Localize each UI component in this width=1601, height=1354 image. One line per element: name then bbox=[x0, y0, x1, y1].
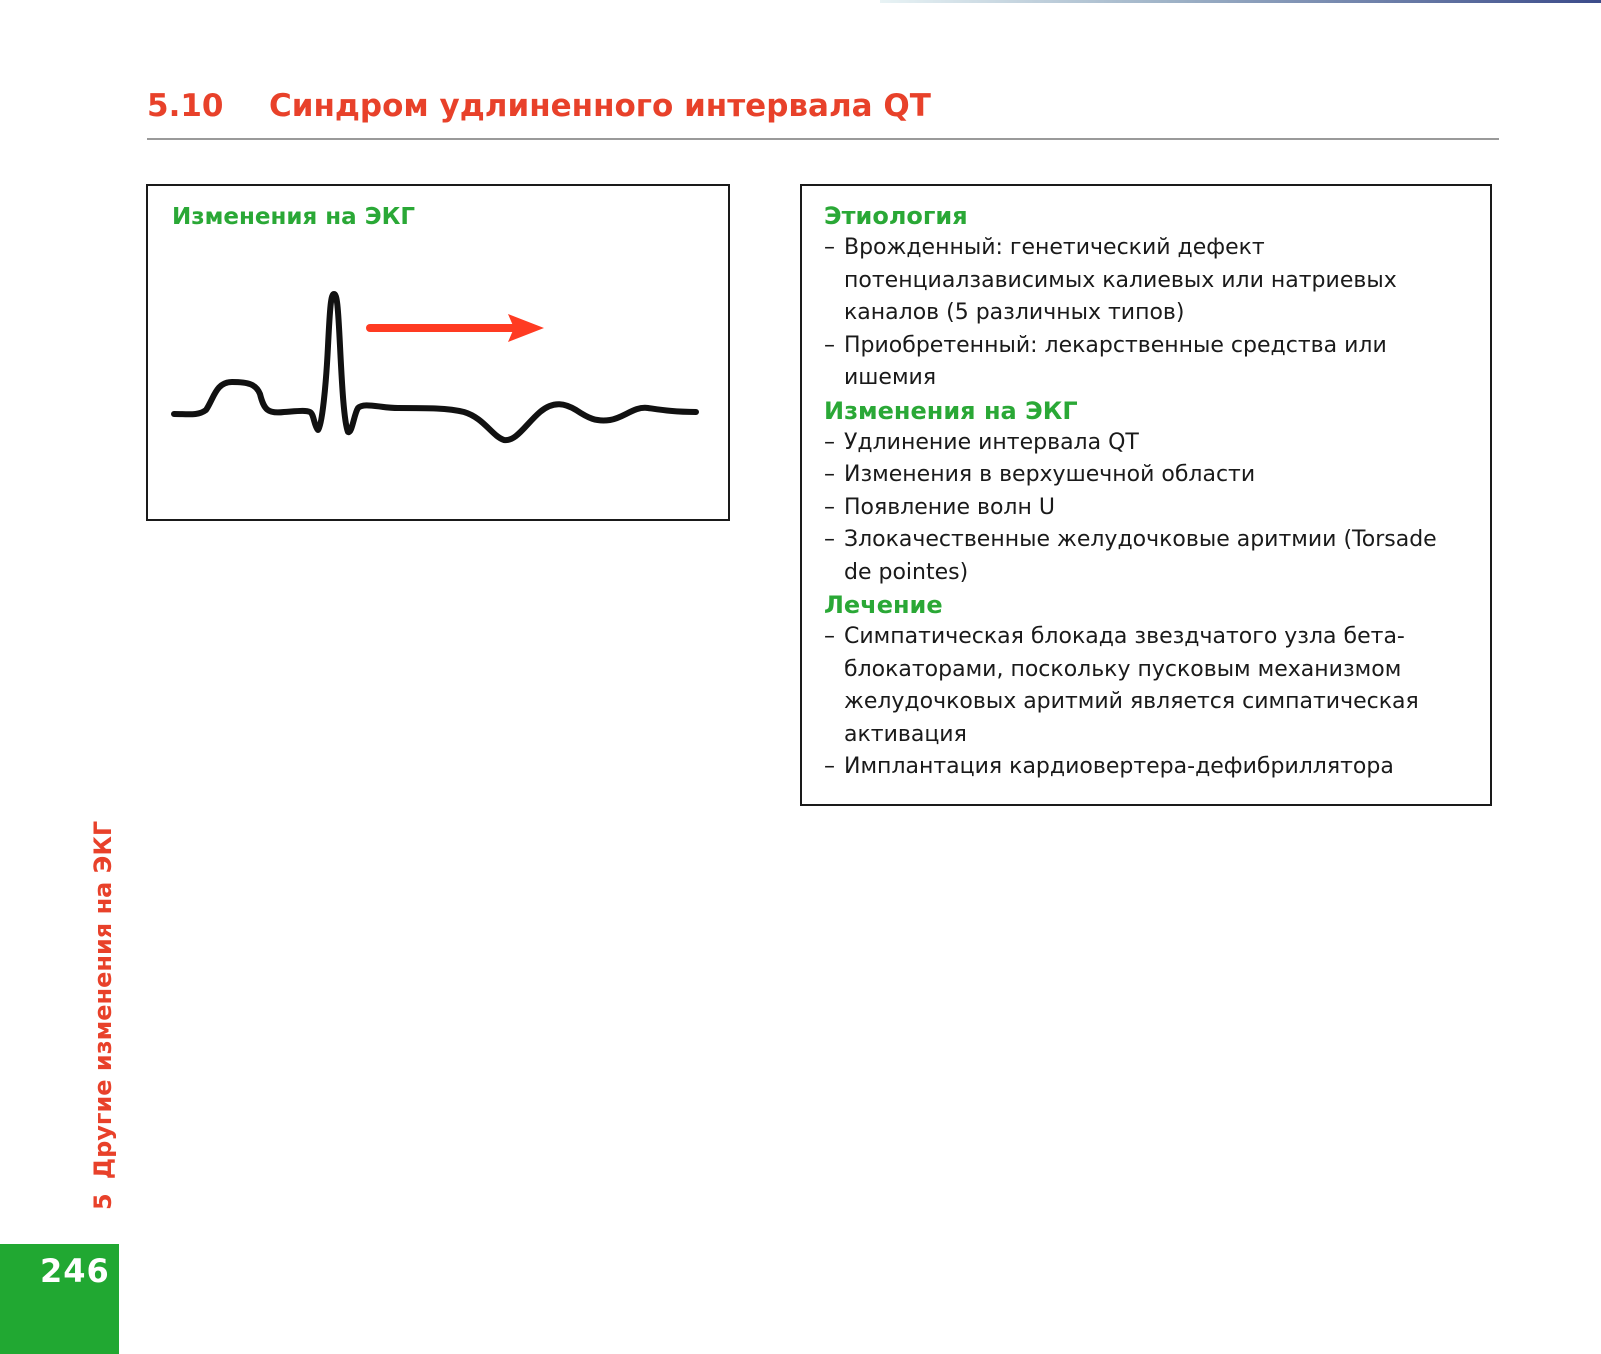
list-dash: – bbox=[824, 462, 835, 487]
list-item-text: Приобретенный: лекарственные средства или ишемия bbox=[844, 332, 1387, 390]
list-dash: – bbox=[824, 332, 835, 358]
list-item bbox=[824, 330, 1470, 395]
list-dash: – bbox=[824, 429, 835, 455]
section-title: Синдром удлиненного интервала QT bbox=[269, 88, 931, 124]
list-item-text: Симпатическая блокада звездчатого узла бета-блокаторами, поскольку пусковым механизмом желудочковых аритмий является симпатическая активация bbox=[844, 624, 1419, 747]
list-item bbox=[824, 232, 1470, 330]
chapter-side-label bbox=[86, 820, 120, 1210]
list-item-text: Врожденный: генетический дефект потенциалзависимых калиевых или натриевых каналов (5 различных типов) bbox=[844, 235, 1397, 325]
top-decorative-rule bbox=[880, 0, 1601, 3]
treatment-section bbox=[824, 589, 1470, 784]
chapter-number: 5 bbox=[89, 1193, 117, 1210]
list-item bbox=[824, 492, 1470, 525]
section-header bbox=[147, 88, 1499, 140]
ecg-trace bbox=[174, 294, 696, 440]
chapter-side-label-text bbox=[86, 821, 120, 1210]
ecg-changes-heading: Изменения на ЭКГ bbox=[824, 396, 1078, 425]
list-item-text: Удлинение интервала QT bbox=[844, 429, 1139, 455]
list-dash: – bbox=[824, 754, 835, 779]
list-item bbox=[824, 524, 1470, 589]
etiology-heading: Этиология bbox=[824, 202, 968, 230]
list-dash: – bbox=[824, 527, 835, 552]
ecg-panel-title: Изменения на ЭКГ bbox=[172, 204, 416, 230]
ecg-illustration bbox=[148, 186, 732, 523]
ecg-panel bbox=[146, 184, 730, 521]
list-dash: – bbox=[824, 624, 835, 649]
page-number: 246 bbox=[40, 1252, 110, 1290]
list-item-text: Изменения в верхушечной области bbox=[844, 462, 1256, 487]
ecg-changes-section bbox=[824, 395, 1470, 590]
list-dash: – bbox=[824, 494, 835, 520]
list-item-text: Имплантация кардиовертера-дефибриллятора bbox=[844, 754, 1394, 779]
chapter-title: Другие изменения на ЭКГ bbox=[89, 820, 117, 1180]
etiology-section bbox=[824, 200, 1470, 395]
list-dash: – bbox=[824, 235, 835, 260]
treatment-heading: Лечение bbox=[824, 591, 943, 619]
list-item bbox=[824, 427, 1470, 460]
list-item bbox=[824, 751, 1470, 784]
info-panel bbox=[800, 184, 1492, 806]
list-item-text: Появление волн U bbox=[844, 494, 1055, 520]
list-item-text: Злокачественные желудочковые аритмии (Torsade de pointes) bbox=[844, 527, 1437, 585]
list-item bbox=[824, 621, 1470, 751]
list-item bbox=[824, 459, 1470, 492]
page-number-tab bbox=[0, 1244, 119, 1354]
section-number: 5.10 bbox=[147, 88, 224, 124]
